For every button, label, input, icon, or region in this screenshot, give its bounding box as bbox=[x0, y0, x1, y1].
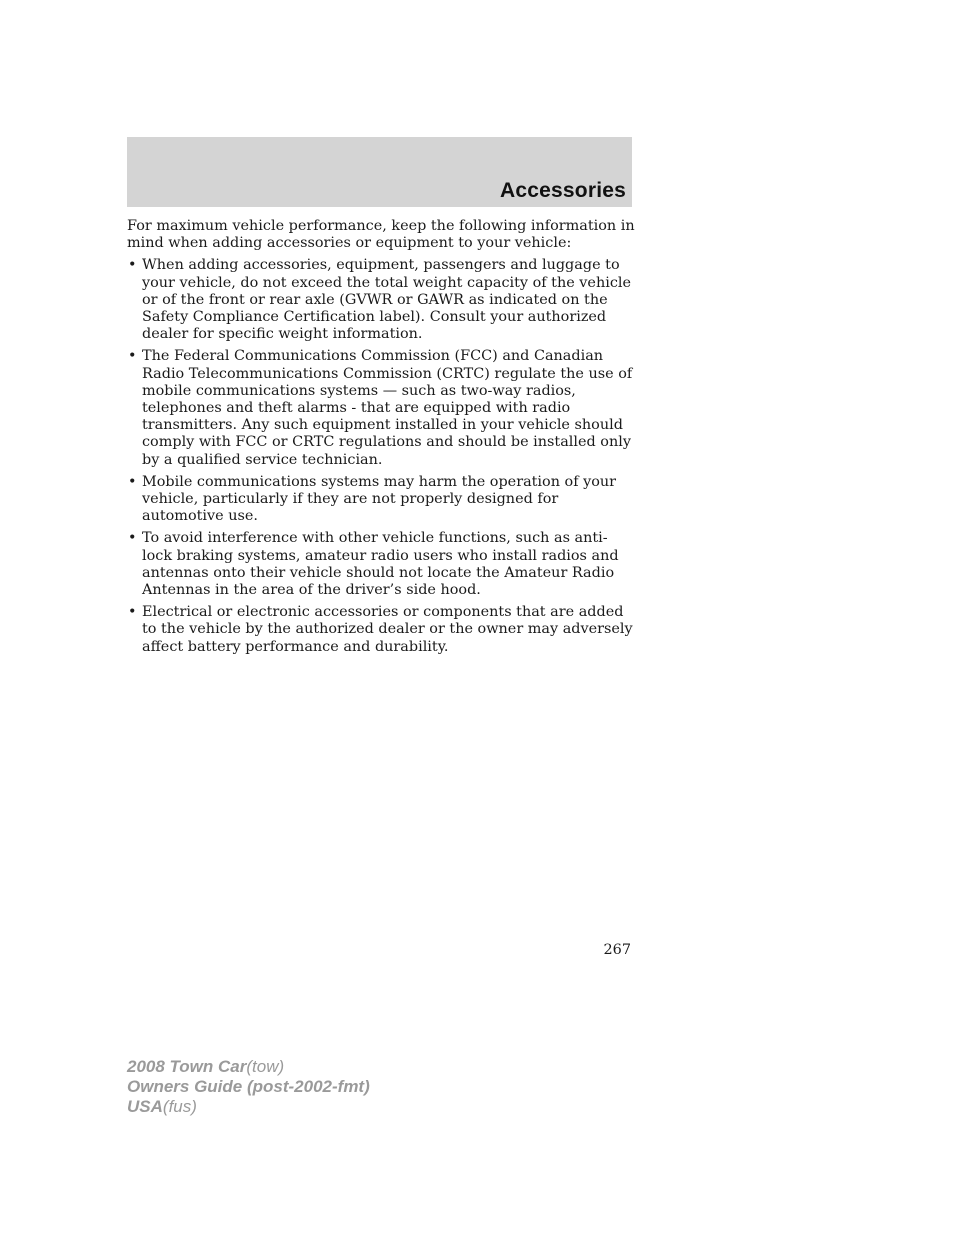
bullet-icon: • bbox=[128, 604, 137, 621]
footer-market-line bbox=[127, 1097, 370, 1117]
bullet-icon: • bbox=[128, 473, 137, 490]
page-content bbox=[127, 218, 637, 661]
bullet-icon: • bbox=[128, 530, 137, 547]
bullet-text: The Federal Communications Commission (FCC) and Canadian Radio Telecommunications Commission (CRTC) regulate the use of mobile communications systems — such as two-way radios, telephones and theft alarms - that are equipped with radio transmitters. Any such equipment installed in your vehicle should comply with FCC or CRTC regulations and should be installed only by a qualified service technician. bbox=[142, 348, 633, 468]
bullet-text: Electrical or electronic accessories or components that are added to the vehicle by the authorized dealer or the owner may adversely affect battery performance and durability. bbox=[142, 604, 633, 655]
bullet-text: When adding accessories, equipment, passengers and luggage to your vehicle, do not exceed the total weight capacity of the vehicle or of the front or rear axle (GVWR or GAWR as indicated on the Safety Compliance Certification label). Consult your authorized dealer for specific weight information. bbox=[142, 257, 631, 343]
page-number: 267 bbox=[603, 942, 631, 958]
bullet-item bbox=[127, 474, 637, 526]
footer-market-code: (fus) bbox=[162, 1097, 197, 1116]
bullet-icon: • bbox=[128, 257, 137, 274]
bullet-text: To avoid interference with other vehicle functions, such as anti-lock braking systems, amateur radio users who install radios and antennas onto their vehicle should not locate the Amateur Radio Antennas in the area of the driver’s side hood. bbox=[142, 530, 619, 599]
footer-guide: Owners Guide (post-2002-fmt) bbox=[127, 1077, 370, 1096]
bullet-item bbox=[127, 604, 637, 656]
footer-guide-line bbox=[127, 1077, 370, 1097]
footer-model: 2008 Town Car bbox=[127, 1057, 247, 1076]
bullet-list bbox=[127, 257, 637, 655]
bullet-text: Mobile communications systems may harm the operation of your vehicle, particularly if they are not properly designed for automotive use. bbox=[142, 473, 617, 525]
footer-model-line bbox=[127, 1057, 370, 1077]
bullet-item bbox=[127, 348, 637, 468]
bullet-item bbox=[127, 530, 637, 599]
intro-paragraph: For maximum vehicle performance, keep the following information in mind when adding accessories or equipment to your vehicle: bbox=[127, 218, 635, 252]
footer-model-code: (tow) bbox=[246, 1057, 285, 1076]
bullet-item bbox=[127, 257, 637, 343]
bullet-icon: • bbox=[128, 348, 137, 365]
section-header-band bbox=[127, 137, 632, 207]
footer-market: USA bbox=[127, 1097, 163, 1116]
section-title: Accessories bbox=[500, 179, 626, 202]
document-footer bbox=[127, 1057, 370, 1117]
